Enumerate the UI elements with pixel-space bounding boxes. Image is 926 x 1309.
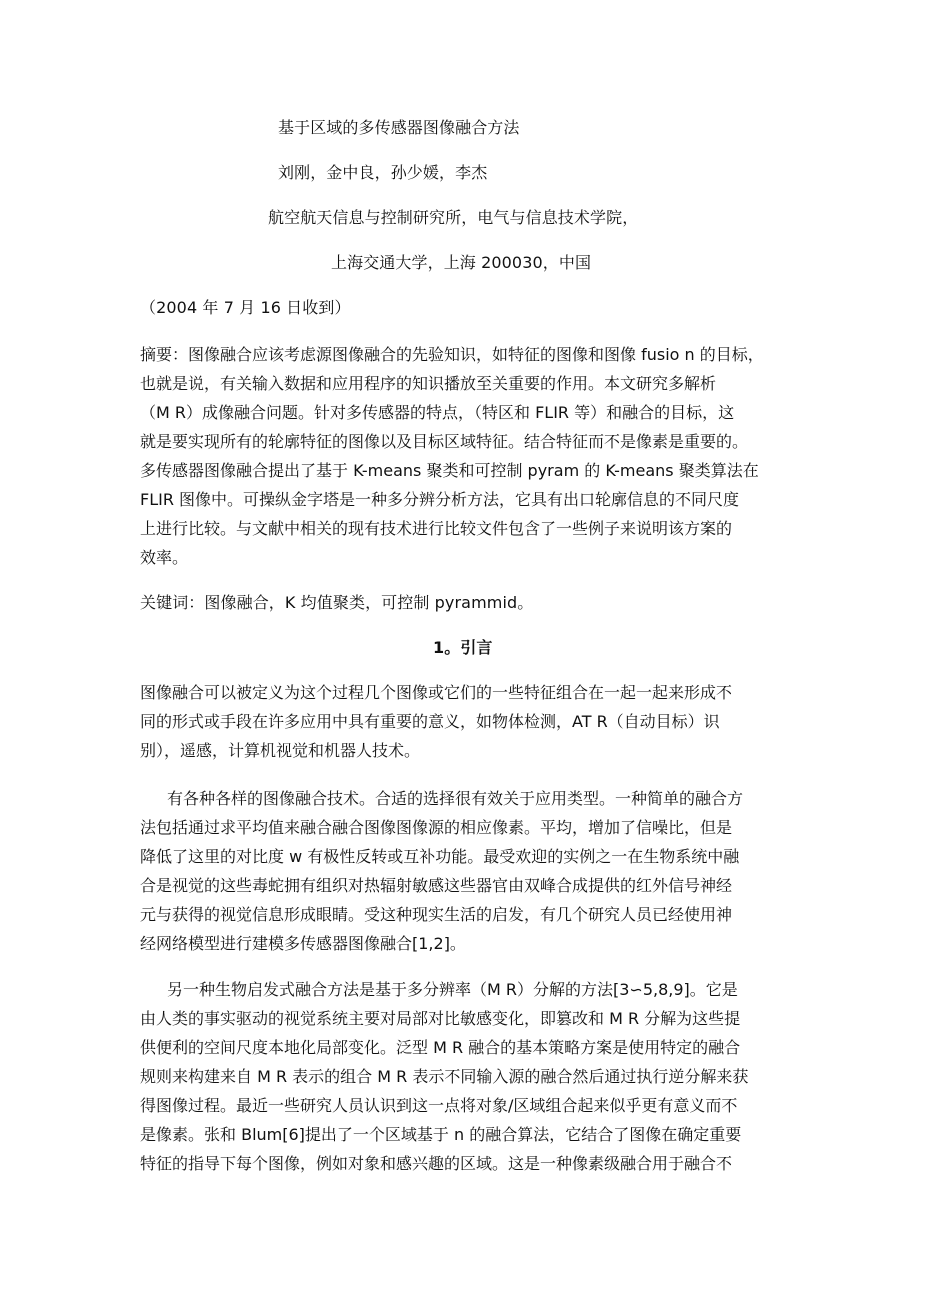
authors: 刘刚，金中良，孙少媛，李杰 <box>278 163 488 182</box>
paper-title: 基于区域的多传感器图像融合方法 <box>278 118 520 137</box>
affiliation-line-1: 航空航天信息与控制研究所，电气与信息技术学院， <box>268 208 639 227</box>
paragraph-line: 是像素。张和 Blum[6]提出了一个区域基于 n 的融合算法，它结合了图像在确定重要 <box>140 1125 742 1144</box>
abstract-line: 就是要实现所有的轮廓特征的图像以及目标区域特征。结合特征而不是像素是重要的。 <box>140 432 749 451</box>
received-date: （2004 年 7 月 16 日收到） <box>140 298 351 317</box>
paragraph-line: 得图像过程。最近一些研究人员认识到这一点将对象/区域组合起来似乎更有意义而不 <box>140 1096 738 1115</box>
paragraph-line: 另一种生物启发式融合方法是基于多分辨率（M R）分解的方法[3∽5,8,9]。它是 <box>167 980 738 999</box>
intro-paragraph-3 <box>140 975 800 1178</box>
paragraph-line: 合是视觉的这些毒蛇拥有组织对热辐射敏感这些器官由双峰合成提供的红外信号神经 <box>140 876 733 895</box>
paragraph-line: 别），遥感，计算机视觉和机器人技术。 <box>140 741 421 760</box>
paragraph-line: 法包括通过求平均值来融合融合图像图像源的相应像素。平均，增加了信噪比，但是 <box>140 818 733 837</box>
paragraph-line: 规则来构建来自 M R 表示的组合 M R 表示不同输入源的融合然后通过执行逆分解来获 <box>140 1067 749 1086</box>
abstract-line: 多传感器图像融合提出了基于 K-means 聚类和可控制 pyram 的 K-means 聚类算法在 <box>140 461 759 480</box>
paragraph-line: 由人类的事实驱动的视觉系统主要对局部对比敏感变化，即篡改和 M R 分解为这些提 <box>140 1009 741 1028</box>
abstract-line: 摘要：图像融合应该考虑源图像融合的先验知识，如特征的图像和图像 fusio n 的目标， <box>140 345 764 364</box>
paragraph-line: 同的形式或手段在许多应用中具有重要的意义，如物体检测，AT R（自动目标）识 <box>140 712 720 731</box>
abstract-line: 效率。 <box>140 548 189 567</box>
paragraph-line: 供便利的空间尺度本地化局部变化。泛型 M R 融合的基本策略方案是使用特定的融合 <box>140 1038 741 1057</box>
keywords: 关键词：图像融合，K 均值聚类，可控制 pyrammid。 <box>140 593 534 612</box>
abstract <box>140 340 800 572</box>
intro-paragraph-1 <box>140 678 800 765</box>
intro-paragraph-2 <box>140 784 800 958</box>
paragraph-line: 经网络模型进行建模多传感器图像融合[1,2]。 <box>140 934 466 953</box>
abstract-line: 也就是说，有关输入数据和应用程序的知识播放至关重要的作用。本文研究多解析 <box>140 374 717 393</box>
paragraph-line: 元与获得的视觉信息形成眼睛。受这种现实生活的启发，有几个研究人员已经使用神 <box>140 905 733 924</box>
section-heading-introduction: 1。引言 <box>433 638 493 657</box>
paragraph-line: 特征的指导下每个图像，例如对象和感兴趣的区域。这是一种像素级融合用于融合不 <box>140 1154 733 1173</box>
abstract-line: FLIR 图像中。可操纵金字塔是一种多分辨分析方法，它具有出口轮廓信息的不同尺度 <box>140 490 740 509</box>
paragraph-line: 有各种各样的图像融合技术。合适的选择很有效关于应用类型。一种简单的融合方 <box>167 789 744 808</box>
paragraph-line: 降低了这里的对比度 w 有极性反转或互补功能。最受欢迎的实例之一在生物系统中融 <box>140 847 740 866</box>
abstract-line: 上进行比较。与文献中相关的现有技术进行比较文件包含了一些例子来说明该方案的 <box>140 519 733 538</box>
paragraph-line: 图像融合可以被定义为这个过程几个图像或它们的一些特征组合在一起一起来形成不 <box>140 683 733 702</box>
abstract-line: （M R）成像融合问题。针对多传感器的特点，（特区和 FLIR 等）和融合的目标，这 <box>140 403 735 422</box>
affiliation-line-2: 上海交通大学，上海 200030，中国 <box>331 253 592 272</box>
